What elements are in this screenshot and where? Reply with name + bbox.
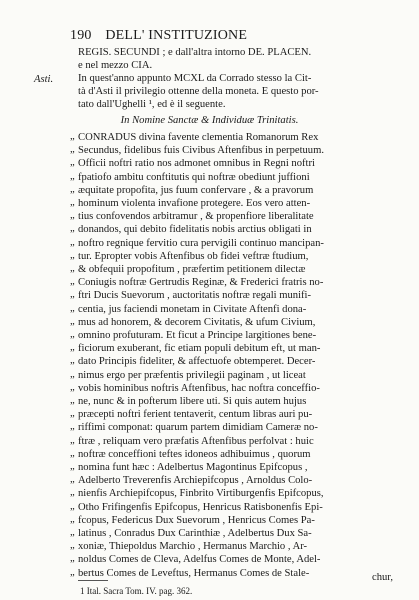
quote-mark: „	[70, 197, 75, 208]
quote-mark: „	[70, 408, 75, 420]
latin-line: nienfis Archiepifcopus, Finbrito Virtiburgenfis Epifcopus,	[78, 488, 324, 500]
latin-line: noftræ conceffioni teftes idoneos adhibuimus , quorum	[78, 448, 311, 460]
latin-line: ficiorum exuberant, fic etiam populi debitum eft, ut man-	[78, 343, 321, 355]
latin-line: nomina funt hæc : Adelbertus Magontinus Epifcopus ,	[78, 462, 308, 473]
quote-mark: „	[70, 315, 75, 327]
quote-mark: „	[70, 210, 75, 222]
latin-line: vobis hominibus noftris Aftenfibus, hac noftra conceffio-	[78, 382, 320, 394]
quote-mark: „	[70, 263, 75, 274]
intro-line: REGIS. SECUNDI ; e dall'altra intorno DE. PLACEN.	[78, 47, 312, 58]
latin-line: xoniæ, Thiepoldus Marchio , Hermanus Marchio , Ar-	[78, 541, 308, 553]
quote-mark: „	[70, 355, 75, 367]
latin-line: bertus Comes de Leveftus, Hermanus Comes de Stale-	[78, 567, 310, 579]
quote-mark: „	[70, 157, 75, 169]
quote-mark: „	[70, 342, 75, 354]
quote-mark: „	[70, 434, 75, 446]
quote-mark: „	[70, 131, 75, 142]
latin-line: ftræ , reliquam vero præfatis Aftenfibus perfolvat : huic	[78, 435, 314, 447]
latin-line: tius confovendos arbitramur , & propenfiore liberalitate	[78, 211, 314, 223]
latin-line: donandos, qui debito fidelitatis nobis arctius obligati in	[78, 224, 312, 236]
intro-line: e nel mezzo CIA.	[78, 60, 153, 71]
latin-line: ne, nunc & in pofterum libere uti. Si quis autem hujus	[78, 396, 307, 407]
running-header	[70, 28, 390, 44]
para-line: tato dall'Ughelli ¹, ed è il seguente.	[78, 99, 226, 110]
quote-mark: „	[70, 236, 75, 248]
catchword: chur,	[372, 572, 394, 583]
latin-line: hominum violenta invafione protegere. Eos vero atten-	[78, 198, 311, 209]
quote-mark: „	[70, 487, 75, 499]
para-line: In quest'anno appunto MCXL da Corrado stesso la Cit-	[78, 73, 312, 84]
latin-line: æquitate propofita, jus fuum confervare , & a pravorum	[78, 184, 314, 196]
quote-mark: „	[70, 183, 75, 195]
quote-mark: „	[70, 513, 75, 525]
quote-mark: „	[70, 329, 75, 340]
latin-line: Coniugis noftræ Gertrudis Reginæ, & Frederici fratris no-	[78, 277, 324, 289]
latin-line: Adelberto Treverenfis Archiepifcopus , Arnoldus Colo-	[78, 475, 313, 487]
quote-mark: „	[70, 421, 75, 433]
latin-line: dato Principis fideliter, & affectuofe obtemperet. Decer-	[78, 356, 316, 368]
latin-line: Secundus, fidelibus fuis Civibus Aftenfibus in perpetuum.	[78, 145, 324, 157]
latin-line: nimus ergo per præfentis privilegii paginam , ut liceat	[78, 369, 306, 381]
quote-mark: „	[70, 381, 75, 393]
latin-line: ftri Ducis Suevorum , auctoritatis noftræ regali munifi-	[78, 290, 312, 302]
latin-line: riffimi componat: quarum partem dimidiam Cameræ no-	[78, 422, 318, 434]
latin-line: centia, jus faciendi monetam in Civitate Aftenfi dona-	[78, 303, 307, 315]
latin-line: fpatiofo ambitu conftitutis qui noftræ obediunt juffioni	[78, 171, 310, 183]
latin-line: Officii noftri ratio nos admonet omnibus in Regni noftri	[78, 158, 315, 170]
latin-line: omnino profuturam. Et ficut a Principe largitiones bene-	[78, 330, 317, 341]
quote-mark: „	[70, 540, 75, 552]
footnote-rule	[78, 580, 108, 581]
quote-mark: „	[70, 276, 75, 288]
quote-mark: „	[70, 527, 75, 538]
latin-line: fcopus, Federicus Dux Suevorum , Henricus Comes Pa-	[78, 514, 315, 526]
quote-mark: „	[70, 302, 75, 314]
page-number: 190	[70, 28, 92, 43]
quote-mark: „	[70, 474, 75, 486]
quote-mark: „	[70, 249, 75, 261]
quote-mark: „	[70, 566, 75, 578]
quote-mark: „	[70, 368, 75, 380]
latin-line: latinus , Conradus Dux Carinthiæ , Adelbertus Dux Sa-	[78, 528, 312, 539]
quote-mark: „	[70, 170, 75, 182]
running-title: DELL' INSTITUZIONE	[105, 28, 248, 43]
latin-line: tur. Epropter vobis Aftenfibus ob fidei veftræ ftudium,	[78, 250, 309, 262]
quote-mark: „	[70, 223, 75, 235]
quote-mark: „	[70, 447, 75, 459]
quote-mark: „	[70, 553, 75, 565]
latin-line: noftro regnique fervitio cura pervigili continuo mancipan-	[78, 237, 324, 249]
footnote: 1 Ital. Sacra Tom. IV. pag. 362.	[80, 586, 193, 596]
latin-line: mus ad honorem, & decorem Civitatis, & ufum Civium,	[78, 316, 316, 328]
latin-line: noldus Comes de Cleva, Adelfus Comes de Monte, Adel-	[78, 554, 321, 566]
quote-mark: „	[70, 500, 75, 512]
quote-mark: „	[70, 461, 75, 472]
margin-note: Asti.	[34, 74, 54, 85]
latin-line: Otho Frifingenfis Epifcopus, Henricus Ratisbonenfis Epi-	[78, 501, 323, 513]
latin-line: & obfequii propofitum , præfertim petitionem dilectæ	[78, 264, 306, 275]
para-line: tà d'Asti il privilegio ottenne della moneta. E questo por-	[78, 86, 319, 97]
quote-mark: „	[70, 144, 75, 156]
quote-mark: „	[70, 289, 75, 301]
latin-line: præcepti noftri ferient tentaverit, centum libras auri pu-	[78, 409, 313, 421]
latin-line: CONRADUS divina favente clementia Romanorum Rex	[78, 132, 319, 143]
section-title: In Nomine Sanctæ & Individuæ Trinitatis.	[120, 115, 299, 126]
quote-mark: „	[70, 395, 75, 406]
